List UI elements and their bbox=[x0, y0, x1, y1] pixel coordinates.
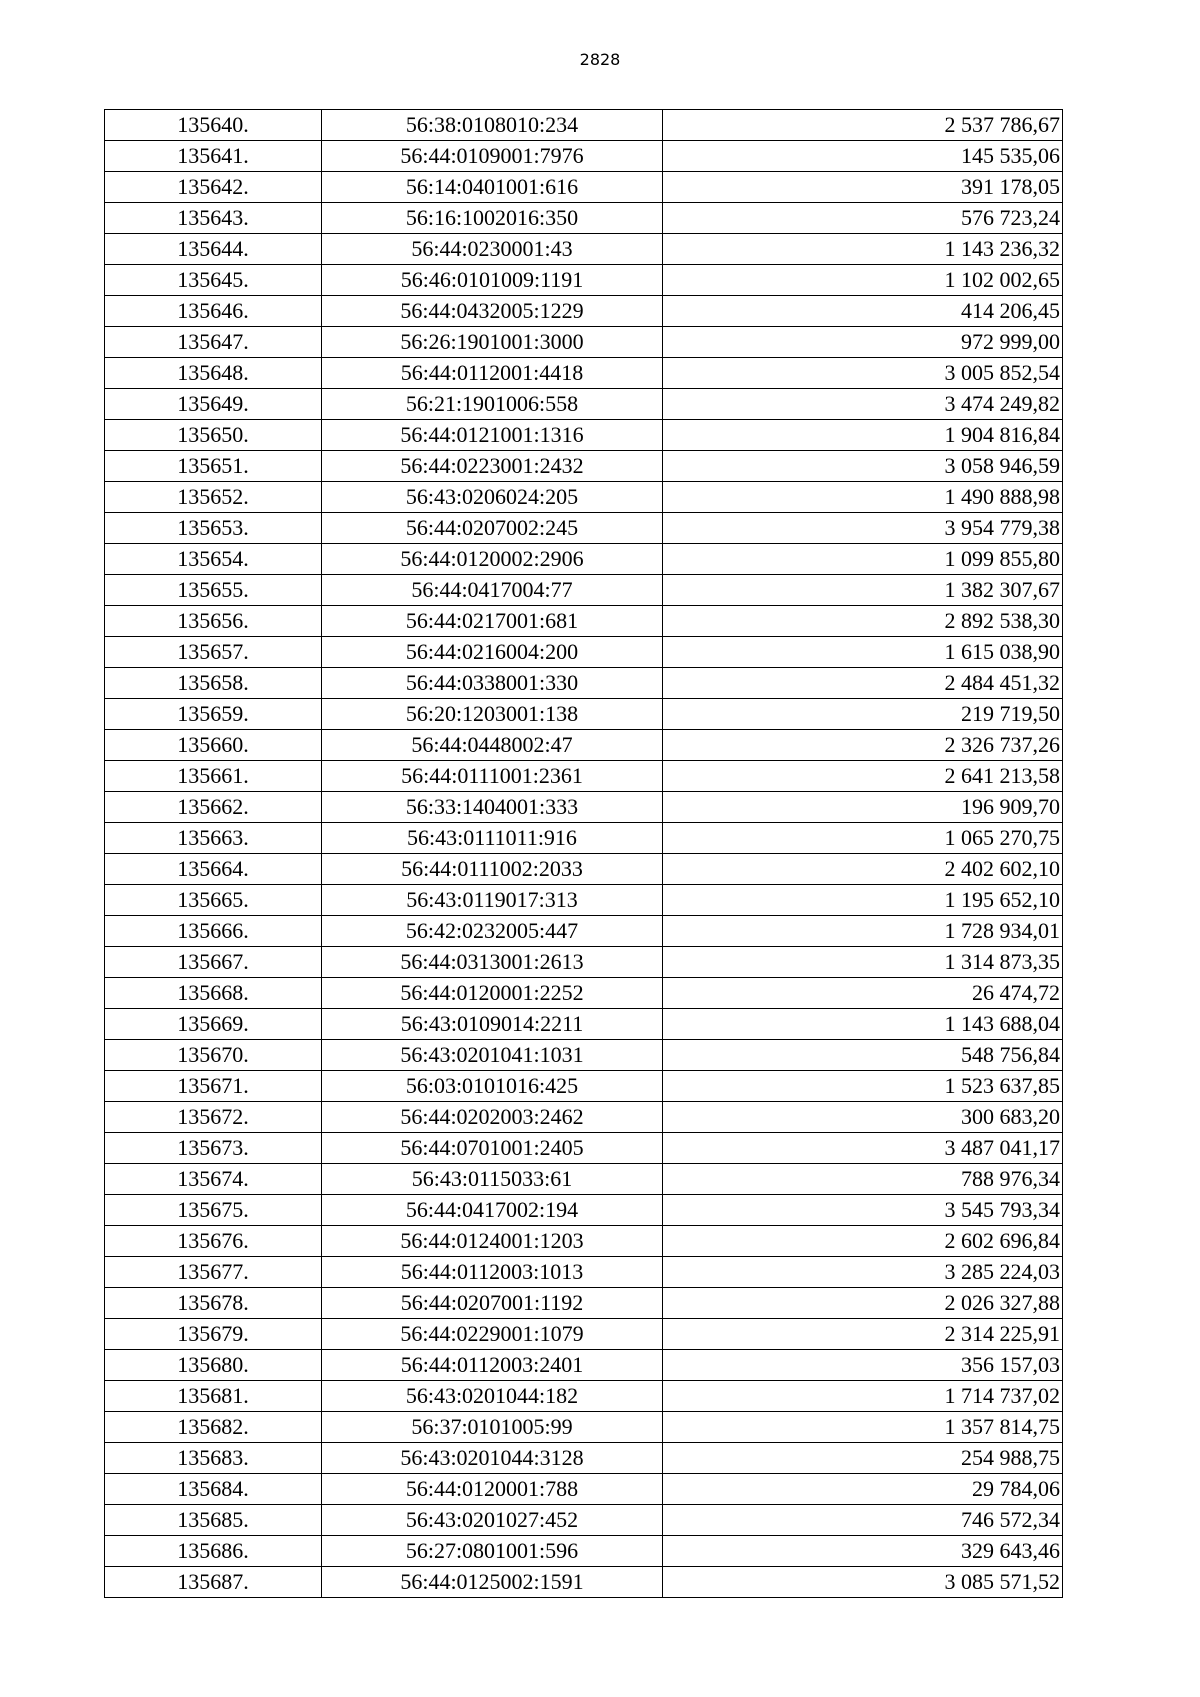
table-row bbox=[105, 730, 1063, 761]
cadastral-value-cell: 3 085 571,52 bbox=[663, 1567, 1063, 1598]
cadastral-value-cell: 1 490 888,98 bbox=[663, 482, 1063, 513]
cadastral-value-cell: 2 537 786,67 bbox=[663, 110, 1063, 141]
cadastral-value-cell: 2 402 602,10 bbox=[663, 854, 1063, 885]
row-number-cell: 135657. bbox=[105, 637, 322, 668]
cadastral-number-cell: 56:44:0217001:681 bbox=[322, 606, 663, 637]
cadastral-number-cell: 56:43:0206024:205 bbox=[322, 482, 663, 513]
table-row bbox=[105, 1319, 1063, 1350]
cadastral-value-cell: 788 976,34 bbox=[663, 1164, 1063, 1195]
cadastral-value-cell: 1 357 814,75 bbox=[663, 1412, 1063, 1443]
table-row bbox=[105, 451, 1063, 482]
cadastral-number-cell: 56:44:0112003:2401 bbox=[322, 1350, 663, 1381]
cadastral-value-cell: 2 026 327,88 bbox=[663, 1288, 1063, 1319]
row-number-cell: 135669. bbox=[105, 1009, 322, 1040]
table-row bbox=[105, 110, 1063, 141]
cadastral-value-cell: 414 206,45 bbox=[663, 296, 1063, 327]
cadastral-number-cell: 56:26:1901001:3000 bbox=[322, 327, 663, 358]
table-row bbox=[105, 1412, 1063, 1443]
cadastral-number-cell: 56:03:0101016:425 bbox=[322, 1071, 663, 1102]
row-number-cell: 135667. bbox=[105, 947, 322, 978]
cadastral-number-cell: 56:44:0111002:2033 bbox=[322, 854, 663, 885]
table-row bbox=[105, 1071, 1063, 1102]
cadastral-value-cell: 29 784,06 bbox=[663, 1474, 1063, 1505]
cadastral-value-cell: 26 474,72 bbox=[663, 978, 1063, 1009]
cadastral-number-cell: 56:44:0112003:1013 bbox=[322, 1257, 663, 1288]
row-number-cell: 135660. bbox=[105, 730, 322, 761]
table-row bbox=[105, 854, 1063, 885]
cadastral-number-cell: 56:44:0223001:2432 bbox=[322, 451, 663, 482]
cadastral-number-cell: 56:20:1203001:138 bbox=[322, 699, 663, 730]
cadastral-number-cell: 56:43:0201044:182 bbox=[322, 1381, 663, 1412]
table-row bbox=[105, 389, 1063, 420]
table-row bbox=[105, 1350, 1063, 1381]
table-row bbox=[105, 1164, 1063, 1195]
cadastral-value-cell: 1 195 652,10 bbox=[663, 885, 1063, 916]
table-row bbox=[105, 1567, 1063, 1598]
table-row bbox=[105, 1505, 1063, 1536]
row-number-cell: 135648. bbox=[105, 358, 322, 389]
table-row bbox=[105, 1536, 1063, 1567]
cadastral-number-cell: 56:44:0229001:1079 bbox=[322, 1319, 663, 1350]
cadastral-value-cell: 1 099 855,80 bbox=[663, 544, 1063, 575]
cadastral-value-cell: 2 602 696,84 bbox=[663, 1226, 1063, 1257]
cadastral-number-cell: 56:37:0101005:99 bbox=[322, 1412, 663, 1443]
table-row bbox=[105, 1133, 1063, 1164]
table-row bbox=[105, 1040, 1063, 1071]
table-row bbox=[105, 1257, 1063, 1288]
row-number-cell: 135674. bbox=[105, 1164, 322, 1195]
cadastral-number-cell: 56:43:0201041:1031 bbox=[322, 1040, 663, 1071]
cadastral-number-cell: 56:44:0338001:330 bbox=[322, 668, 663, 699]
row-number-cell: 135645. bbox=[105, 265, 322, 296]
table-row bbox=[105, 1443, 1063, 1474]
cadastral-value-cell: 3 954 779,38 bbox=[663, 513, 1063, 544]
row-number-cell: 135661. bbox=[105, 761, 322, 792]
cadastral-value-cell: 1 314 873,35 bbox=[663, 947, 1063, 978]
cadastral-value-cell: 329 643,46 bbox=[663, 1536, 1063, 1567]
cadastral-number-cell: 56:44:0120002:2906 bbox=[322, 544, 663, 575]
cadastral-number-cell: 56:42:0232005:447 bbox=[322, 916, 663, 947]
cadastral-number-cell: 56:44:0202003:2462 bbox=[322, 1102, 663, 1133]
cadastral-number-cell: 56:43:0201027:452 bbox=[322, 1505, 663, 1536]
table-row bbox=[105, 668, 1063, 699]
row-number-cell: 135672. bbox=[105, 1102, 322, 1133]
cadastral-number-cell: 56:44:0432005:1229 bbox=[322, 296, 663, 327]
row-number-cell: 135683. bbox=[105, 1443, 322, 1474]
cadastral-number-cell: 56:44:0112001:4418 bbox=[322, 358, 663, 389]
cadastral-value-cell: 219 719,50 bbox=[663, 699, 1063, 730]
cadastral-number-cell: 56:33:1404001:333 bbox=[322, 792, 663, 823]
table-row bbox=[105, 544, 1063, 575]
table-row bbox=[105, 1474, 1063, 1505]
table-row bbox=[105, 482, 1063, 513]
cadastral-value-cell: 1 143 688,04 bbox=[663, 1009, 1063, 1040]
row-number-cell: 135666. bbox=[105, 916, 322, 947]
cadastral-number-cell: 56:38:0108010:234 bbox=[322, 110, 663, 141]
cadastral-value-cell: 145 535,06 bbox=[663, 141, 1063, 172]
cadastral-value-cell: 1 143 236,32 bbox=[663, 234, 1063, 265]
row-number-cell: 135643. bbox=[105, 203, 322, 234]
cadastral-value-cell: 391 178,05 bbox=[663, 172, 1063, 203]
row-number-cell: 135640. bbox=[105, 110, 322, 141]
table-row bbox=[105, 265, 1063, 296]
cadastral-value-cell: 2 892 538,30 bbox=[663, 606, 1063, 637]
row-number-cell: 135680. bbox=[105, 1350, 322, 1381]
row-number-cell: 135671. bbox=[105, 1071, 322, 1102]
table-body bbox=[105, 110, 1063, 1598]
cadastral-number-cell: 56:27:0801001:596 bbox=[322, 1536, 663, 1567]
row-number-cell: 135650. bbox=[105, 420, 322, 451]
cadastral-number-cell: 56:44:0701001:2405 bbox=[322, 1133, 663, 1164]
row-number-cell: 135649. bbox=[105, 389, 322, 420]
row-number-cell: 135662. bbox=[105, 792, 322, 823]
table-row bbox=[105, 1009, 1063, 1040]
cadastral-value-cell: 1 382 307,67 bbox=[663, 575, 1063, 606]
cadastral-number-cell: 56:44:0448002:47 bbox=[322, 730, 663, 761]
table-row bbox=[105, 513, 1063, 544]
row-number-cell: 135659. bbox=[105, 699, 322, 730]
cadastral-number-cell: 56:44:0121001:1316 bbox=[322, 420, 663, 451]
row-number-cell: 135658. bbox=[105, 668, 322, 699]
cadastral-number-cell: 56:44:0230001:43 bbox=[322, 234, 663, 265]
table-row bbox=[105, 1381, 1063, 1412]
table-row bbox=[105, 947, 1063, 978]
cadastral-number-cell: 56:44:0109001:7976 bbox=[322, 141, 663, 172]
cadastral-number-cell: 56:21:1901006:558 bbox=[322, 389, 663, 420]
row-number-cell: 135646. bbox=[105, 296, 322, 327]
row-number-cell: 135684. bbox=[105, 1474, 322, 1505]
row-number-cell: 135670. bbox=[105, 1040, 322, 1071]
cadastral-value-cell: 3 545 793,34 bbox=[663, 1195, 1063, 1226]
row-number-cell: 135641. bbox=[105, 141, 322, 172]
table-row bbox=[105, 823, 1063, 854]
cadastral-number-cell: 56:43:0201044:3128 bbox=[322, 1443, 663, 1474]
cadastral-value-cell: 196 909,70 bbox=[663, 792, 1063, 823]
page-number: 2828 bbox=[579, 50, 621, 69]
row-number-cell: 135655. bbox=[105, 575, 322, 606]
row-number-cell: 135647. bbox=[105, 327, 322, 358]
table-row bbox=[105, 761, 1063, 792]
row-number-cell: 135676. bbox=[105, 1226, 322, 1257]
cadastral-value-cell: 356 157,03 bbox=[663, 1350, 1063, 1381]
cadastral-value-cell: 3 285 224,03 bbox=[663, 1257, 1063, 1288]
cadastral-value-cell: 1 065 270,75 bbox=[663, 823, 1063, 854]
row-number-cell: 135677. bbox=[105, 1257, 322, 1288]
cadastral-number-cell: 56:44:0120001:2252 bbox=[322, 978, 663, 1009]
row-number-cell: 135652. bbox=[105, 482, 322, 513]
table-row bbox=[105, 575, 1063, 606]
row-number-cell: 135656. bbox=[105, 606, 322, 637]
table-row bbox=[105, 1226, 1063, 1257]
table-row bbox=[105, 699, 1063, 730]
row-number-cell: 135682. bbox=[105, 1412, 322, 1443]
table-row bbox=[105, 637, 1063, 668]
table-row bbox=[105, 1195, 1063, 1226]
row-number-cell: 135675. bbox=[105, 1195, 322, 1226]
table-row bbox=[105, 327, 1063, 358]
cadastral-number-cell: 56:44:0313001:2613 bbox=[322, 947, 663, 978]
cadastral-value-cell: 3 005 852,54 bbox=[663, 358, 1063, 389]
cadastral-value-cell: 3 058 946,59 bbox=[663, 451, 1063, 482]
table-row bbox=[105, 172, 1063, 203]
cadastral-number-cell: 56:44:0417004:77 bbox=[322, 575, 663, 606]
row-number-cell: 135681. bbox=[105, 1381, 322, 1412]
cadastral-value-cell: 300 683,20 bbox=[663, 1102, 1063, 1133]
cadastral-number-cell: 56:14:0401001:616 bbox=[322, 172, 663, 203]
cadastral-number-cell: 56:43:0111011:916 bbox=[322, 823, 663, 854]
cadastral-value-cell: 1 615 038,90 bbox=[663, 637, 1063, 668]
row-number-cell: 135668. bbox=[105, 978, 322, 1009]
cadastral-number-cell: 56:44:0207002:245 bbox=[322, 513, 663, 544]
table-row bbox=[105, 203, 1063, 234]
cadastral-value-cell: 1 523 637,85 bbox=[663, 1071, 1063, 1102]
cadastral-number-cell: 56:46:0101009:1191 bbox=[322, 265, 663, 296]
cadastral-value-cell: 3 474 249,82 bbox=[663, 389, 1063, 420]
cadastral-number-cell: 56:43:0119017:313 bbox=[322, 885, 663, 916]
cadastral-number-cell: 56:16:1002016:350 bbox=[322, 203, 663, 234]
cadastral-number-cell: 56:43:0115033:61 bbox=[322, 1164, 663, 1195]
cadastral-value-cell: 3 487 041,17 bbox=[663, 1133, 1063, 1164]
cadastral-value-cell: 1 714 737,02 bbox=[663, 1381, 1063, 1412]
row-number-cell: 135686. bbox=[105, 1536, 322, 1567]
row-number-cell: 135651. bbox=[105, 451, 322, 482]
table-row bbox=[105, 141, 1063, 172]
row-number-cell: 135654. bbox=[105, 544, 322, 575]
table-row bbox=[105, 978, 1063, 1009]
cadastral-value-cell: 548 756,84 bbox=[663, 1040, 1063, 1071]
row-number-cell: 135678. bbox=[105, 1288, 322, 1319]
cadastral-value-cell: 746 572,34 bbox=[663, 1505, 1063, 1536]
cadastral-number-cell: 56:44:0207001:1192 bbox=[322, 1288, 663, 1319]
cadastral-number-cell: 56:43:0109014:2211 bbox=[322, 1009, 663, 1040]
cadastral-number-cell: 56:44:0216004:200 bbox=[322, 637, 663, 668]
cadastral-value-cell: 972 999,00 bbox=[663, 327, 1063, 358]
row-number-cell: 135653. bbox=[105, 513, 322, 544]
table-row bbox=[105, 420, 1063, 451]
cadastral-number-cell: 56:44:0125002:1591 bbox=[322, 1567, 663, 1598]
row-number-cell: 135687. bbox=[105, 1567, 322, 1598]
row-number-cell: 135685. bbox=[105, 1505, 322, 1536]
cadastral-value-cell: 2 641 213,58 bbox=[663, 761, 1063, 792]
cadastral-value-cell: 254 988,75 bbox=[663, 1443, 1063, 1474]
row-number-cell: 135664. bbox=[105, 854, 322, 885]
cadastral-value-cell: 576 723,24 bbox=[663, 203, 1063, 234]
cadastral-number-cell: 56:44:0120001:788 bbox=[322, 1474, 663, 1505]
row-number-cell: 135663. bbox=[105, 823, 322, 854]
row-number-cell: 135644. bbox=[105, 234, 322, 265]
cadastral-number-cell: 56:44:0417002:194 bbox=[322, 1195, 663, 1226]
cadastral-value-table bbox=[104, 109, 1063, 1598]
table-row bbox=[105, 1102, 1063, 1133]
row-number-cell: 135665. bbox=[105, 885, 322, 916]
table-row bbox=[105, 234, 1063, 265]
table-row bbox=[105, 1288, 1063, 1319]
cadastral-value-cell: 1 728 934,01 bbox=[663, 916, 1063, 947]
cadastral-number-cell: 56:44:0111001:2361 bbox=[322, 761, 663, 792]
row-number-cell: 135679. bbox=[105, 1319, 322, 1350]
cadastral-value-cell: 2 484 451,32 bbox=[663, 668, 1063, 699]
cadastral-value-cell: 2 314 225,91 bbox=[663, 1319, 1063, 1350]
table-row bbox=[105, 885, 1063, 916]
table-row bbox=[105, 916, 1063, 947]
row-number-cell: 135673. bbox=[105, 1133, 322, 1164]
cadastral-value-cell: 1 102 002,65 bbox=[663, 265, 1063, 296]
table-row bbox=[105, 358, 1063, 389]
cadastral-value-cell: 2 326 737,26 bbox=[663, 730, 1063, 761]
cadastral-number-cell: 56:44:0124001:1203 bbox=[322, 1226, 663, 1257]
table-row bbox=[105, 606, 1063, 637]
row-number-cell: 135642. bbox=[105, 172, 322, 203]
cadastral-value-cell: 1 904 816,84 bbox=[663, 420, 1063, 451]
table-row bbox=[105, 792, 1063, 823]
table-row bbox=[105, 296, 1063, 327]
